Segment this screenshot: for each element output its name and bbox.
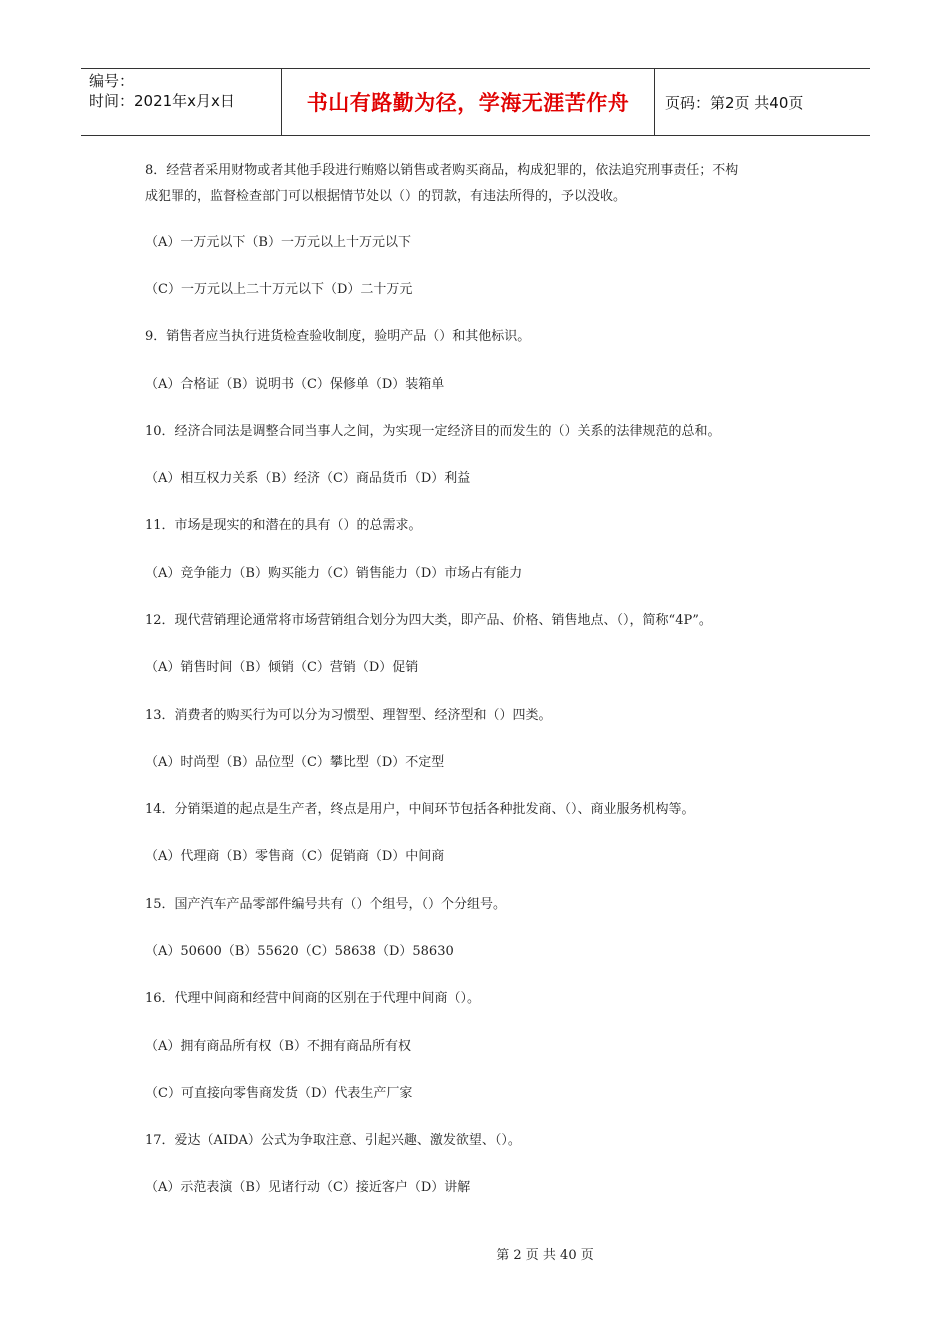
question-line: 成犯罪的，监督检查部门可以根据情节处以（）的罚款，有违法所得的，予以没收。 xyxy=(145,189,627,204)
answer-options: （C）可直接向零售商发货（D）代表生产厂家 xyxy=(145,1086,413,1101)
header-page-label: 页码：第2页 共40页 xyxy=(665,93,804,112)
answer-options: （A）拥有商品所有权（B）不拥有商品所有权 xyxy=(145,1039,411,1054)
question-line: 13．消费者的购买行为可以分为习惯型、理智型、经济型和（）四类。 xyxy=(145,708,552,723)
question-line: 12．现代营销理论通常将市场营销组合划分为四大类，即产品、价格、销售地点、（），简称“4P”。 xyxy=(145,613,712,628)
answer-options: （A）示范表演（B）见诸行动（C）接近客户（D）讲解 xyxy=(145,1180,471,1195)
number-label: 编号： xyxy=(89,72,135,90)
answer-options: （A）时尚型（B）品位型（C）攀比型（D）不定型 xyxy=(145,755,445,770)
answer-options: （A）代理商（B）零售商（C）促销商（D）中间商 xyxy=(145,849,445,864)
answer-options: （A）销售时间（B）倾销（C）营销（D）促销 xyxy=(145,660,419,675)
header-page-cell xyxy=(655,69,870,135)
page-header xyxy=(81,68,870,136)
header-meta-cell xyxy=(81,69,282,135)
answer-options: （A）合格证（B）说明书（C）保修单（D）装箱单 xyxy=(145,377,445,392)
question-line: 9．销售者应当执行进货检查验收制度，验明产品（）和其他标识。 xyxy=(145,329,531,344)
answer-options: （A）50600（B）55620（C）58638（D）58630 xyxy=(145,944,454,959)
question-line: 16．代理中间商和经营中间商的区别在于代理中间商（）。 xyxy=(145,991,481,1006)
footer-page-number: 第 2 页 共 40 页 xyxy=(496,1248,594,1263)
answer-options: （A）相互权力关系（B）经济（C）商品货币（D）利益 xyxy=(145,471,471,486)
question-line: 15．国产汽车产品零部件编号共有（）个组号，（）个分组号。 xyxy=(145,897,507,912)
answer-options: （A）一万元以下（B）一万元以上十万元以下 xyxy=(145,235,411,250)
header-motto-cell xyxy=(282,69,655,135)
time-label: 时间：2021年x月x日 xyxy=(89,92,235,110)
question-line: 8．经营者采用财物或者其他手段进行贿赂以销售或者购买商品，构成犯罪的，依法追究刑事责任；不构 xyxy=(145,163,739,178)
question-line: 14．分销渠道的起点是生产者，终点是用户，中间环节包括各种批发商、（）、商业服务机构等。 xyxy=(145,802,695,817)
answer-options: （A）竞争能力（B）购买能力（C）销售能力（D）市场占有能力 xyxy=(145,566,523,581)
question-line: 17．爱达（AIDA）公式为争取注意、引起兴趣、激发欲望、（）。 xyxy=(145,1133,521,1148)
question-line: 10．经济合同法是调整合同当事人之间，为实现一定经济目的而发生的（）关系的法律规范的总和。 xyxy=(145,424,721,439)
question-line: 11．市场是现实的和潜在的具有（）的总需求。 xyxy=(145,518,422,533)
motto-text: 书山有路勤为径，学海无涯苦作舟 xyxy=(306,91,630,115)
answer-options: （C）一万元以上二十万元以下（D）二十万元 xyxy=(145,282,413,297)
page-footer xyxy=(0,1244,950,1263)
